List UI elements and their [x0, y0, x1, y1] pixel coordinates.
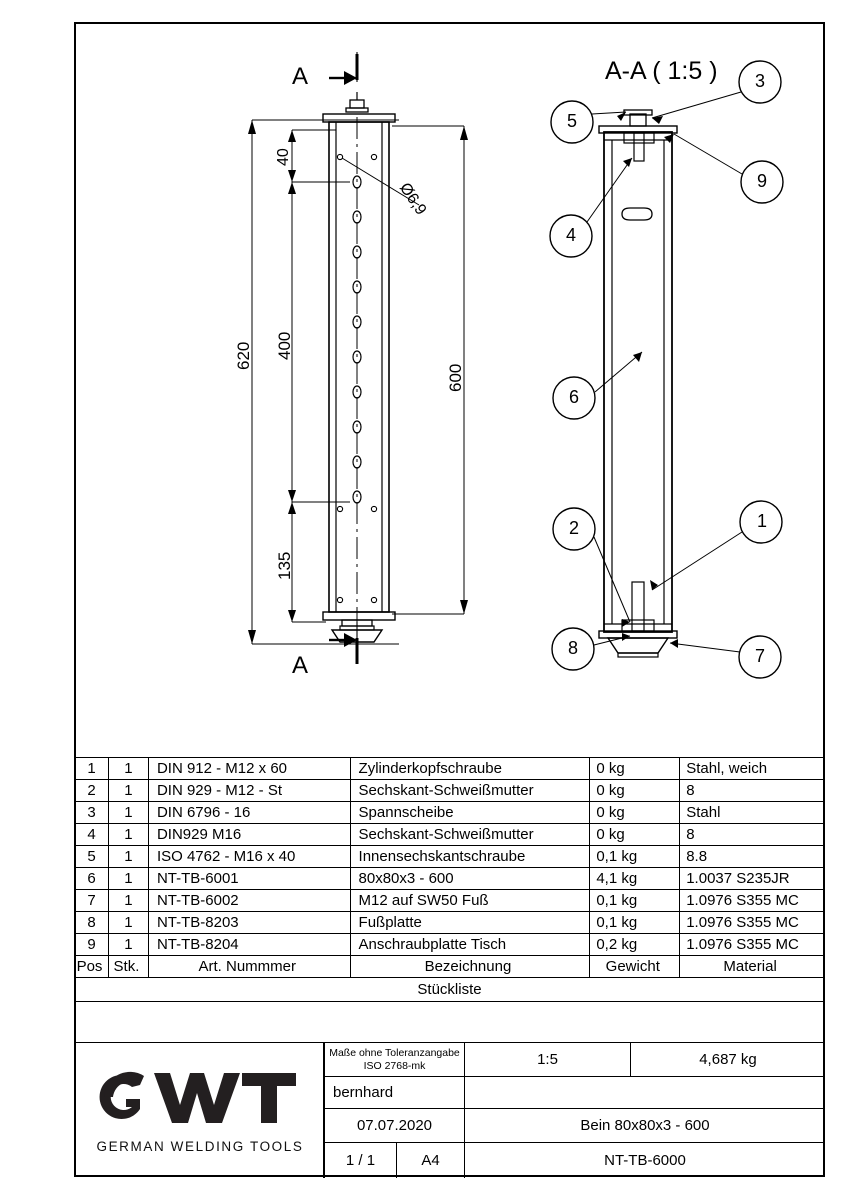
header-pos: Pos: [75, 956, 109, 978]
table-row: [75, 802, 825, 824]
table-row: [75, 846, 825, 868]
cell-pos: 7: [75, 890, 109, 912]
cell-art: NT-TB-8203: [148, 912, 350, 934]
author-name: bernhard: [324, 1077, 464, 1109]
section-label-bottom: A: [292, 652, 309, 679]
dim-40: 40: [275, 148, 292, 166]
cell-bez: 80x80x3 - 600: [350, 868, 590, 890]
cell-art: DIN 6796 - 16: [148, 802, 350, 824]
cell-mat: Stahl, weich: [680, 758, 825, 780]
balloon-6: 6: [569, 387, 580, 407]
cell-bez: Sechskant-Schweißmutter: [350, 824, 590, 846]
cell-gew: 0,1 kg: [590, 846, 680, 868]
bill-of-materials-table: [74, 757, 825, 1002]
cell-gew: 0 kg: [590, 780, 680, 802]
cell-mat: 8: [680, 780, 825, 802]
cell-pos: 2: [75, 780, 109, 802]
table-row: [75, 824, 825, 846]
bom-title: Stückliste: [75, 978, 825, 1002]
company-logo: [74, 1043, 324, 1178]
dim-600: 600: [446, 363, 465, 392]
cell-mat: 1.0976 S355 MC: [680, 890, 825, 912]
cell-pos: 8: [75, 912, 109, 934]
table-row: [75, 758, 825, 780]
balloon-9: 9: [757, 171, 768, 191]
cell-pos: 3: [75, 802, 109, 824]
header-art: Art. Nummmer: [148, 956, 350, 978]
drawing-number: NT-TB-6000: [464, 1143, 825, 1178]
cell-gew: 0 kg: [590, 802, 680, 824]
dim-135: 135: [275, 551, 294, 580]
cell-bez: Sechskant-Schweißmutter: [350, 780, 590, 802]
cell-gew: 0,1 kg: [590, 912, 680, 934]
section-view-title: A-A ( 1:5 ): [605, 57, 718, 85]
cell-pos: 6: [75, 868, 109, 890]
header-stk: Stk.: [108, 956, 148, 978]
cell-art: NT-TB-6002: [148, 890, 350, 912]
cell-mat: 8.8: [680, 846, 825, 868]
date-value: 07.07.2020: [324, 1109, 464, 1143]
cell-art: DIN 912 - M12 x 60: [148, 758, 350, 780]
table-title-row: [75, 978, 825, 1002]
cell-stk: 1: [108, 868, 148, 890]
cell-stk: 1: [108, 846, 148, 868]
cell-gew: 0,2 kg: [590, 934, 680, 956]
cell-mat: 1.0037 S235JR: [680, 868, 825, 890]
part-name: Bein 80x80x3 - 600: [464, 1109, 825, 1143]
header-gew: Gewicht: [590, 956, 680, 978]
cell-mat: 8: [680, 824, 825, 846]
table-row: [75, 890, 825, 912]
weight-value: 4,687 kg: [630, 1043, 825, 1077]
sheet-number: 1 / 1: [324, 1143, 396, 1178]
balloon-1: 1: [757, 511, 768, 531]
cell-pos: 4: [75, 824, 109, 846]
cell-stk: 1: [108, 934, 148, 956]
table-header-row: [75, 956, 825, 978]
paper-format: A4: [396, 1143, 464, 1178]
cell-art: DIN929 M16: [148, 824, 350, 846]
title-block-blank: [464, 1077, 825, 1109]
cell-stk: 1: [108, 802, 148, 824]
scale-value: 1:5: [464, 1043, 630, 1077]
cell-mat: 1.0976 S355 MC: [680, 912, 825, 934]
cell-gew: 4,1 kg: [590, 868, 680, 890]
company-logo-subtitle: GERMAN WELDING TOOLS: [96, 1139, 304, 1154]
cell-stk: 1: [108, 780, 148, 802]
cell-pos: 5: [75, 846, 109, 868]
cell-gew: 0 kg: [590, 758, 680, 780]
tolerance-line-1: Maße ohne Toleranzangabe: [329, 1047, 460, 1060]
cell-pos: 9: [75, 934, 109, 956]
cell-pos: 1: [75, 758, 109, 780]
balloon-8: 8: [568, 638, 579, 658]
dim-620: 620: [234, 341, 253, 370]
cell-mat: 1.0976 S355 MC: [680, 934, 825, 956]
title-block: [74, 1042, 825, 1177]
cell-bez: Anschraubplatte Tisch: [350, 934, 590, 956]
header-mat: Material: [680, 956, 825, 978]
balloon-4: 4: [566, 225, 577, 245]
cell-mat: Stahl: [680, 802, 825, 824]
section-label-top: A: [292, 63, 309, 90]
table-row: [75, 934, 825, 956]
gwt-logo-icon: [96, 1063, 302, 1131]
header-bez: Bezeichnung: [350, 956, 590, 978]
dim-hole-diameter: Ø6,9: [395, 180, 430, 219]
balloon-2: 2: [569, 518, 580, 538]
cell-stk: 1: [108, 912, 148, 934]
cell-bez: M12 auf SW50 Fuß: [350, 890, 590, 912]
cell-stk: 1: [108, 758, 148, 780]
dim-400: 400: [275, 331, 294, 360]
balloon-3: 3: [755, 71, 766, 91]
table-row: [75, 912, 825, 934]
cell-bez: Spannscheibe: [350, 802, 590, 824]
balloon-5: 5: [567, 111, 578, 131]
cell-stk: 1: [108, 824, 148, 846]
tolerance-note: [324, 1043, 464, 1077]
cell-bez: Innensechskantschraube: [350, 846, 590, 868]
cell-bez: Fußplatte: [350, 912, 590, 934]
cell-gew: 0 kg: [590, 824, 680, 846]
cell-stk: 1: [108, 890, 148, 912]
tolerance-line-2: ISO 2768-mk: [363, 1059, 426, 1072]
drawing-area: [74, 22, 825, 755]
cell-art: NT-TB-6001: [148, 868, 350, 890]
cell-bez: Zylinderkopfschraube: [350, 758, 590, 780]
cell-art: NT-TB-8204: [148, 934, 350, 956]
table-row: [75, 868, 825, 890]
cell-art: DIN 929 - M12 - St: [148, 780, 350, 802]
table-row: [75, 780, 825, 802]
cell-art: ISO 4762 - M16 x 40: [148, 846, 350, 868]
cell-gew: 0,1 kg: [590, 890, 680, 912]
balloon-7: 7: [755, 646, 766, 666]
